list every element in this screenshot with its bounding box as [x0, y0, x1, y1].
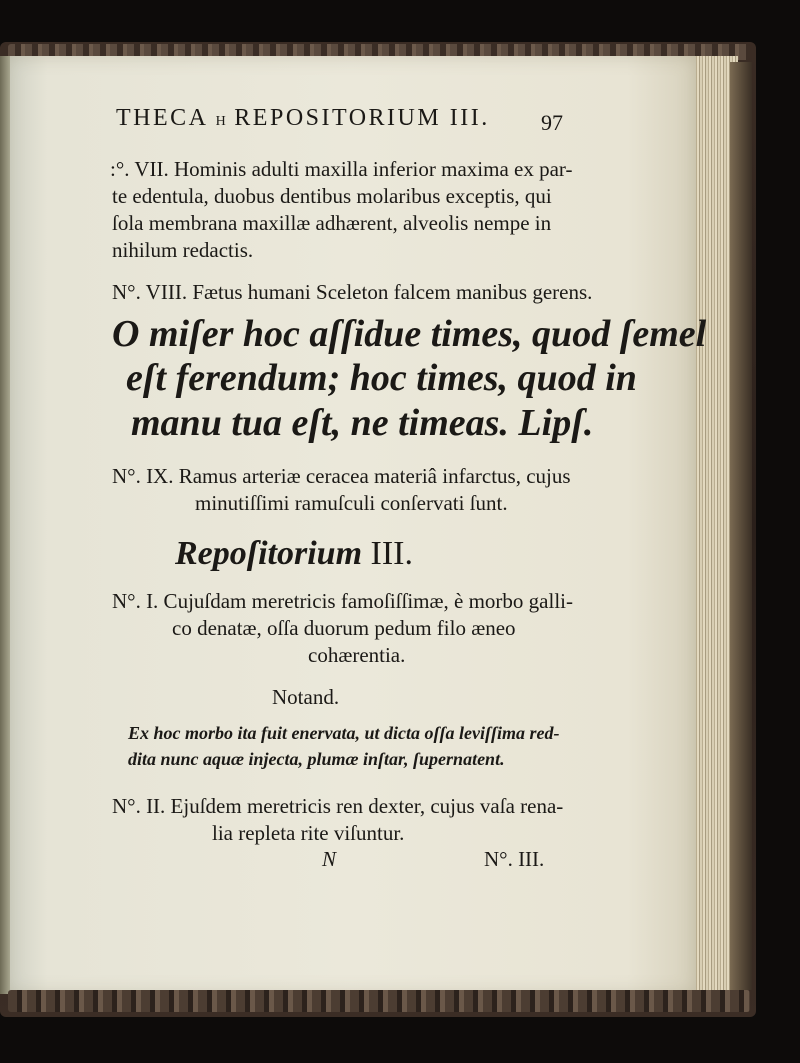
entry-ix-line-1: N°. IX. Ramus arteriæ ceracea materiâ infarctus, cujus: [112, 464, 571, 488]
motto-line-1: O miſer hoc aſſidue times, quod ſemel: [112, 313, 707, 355]
page-edges-shade: [730, 62, 752, 990]
entry-vii-line-4: nihilum redactis.: [112, 238, 254, 262]
left-page-edge: [0, 56, 10, 994]
cover-bottom-band: [8, 990, 750, 1012]
note-line-2: dita nunc aquæ injecta, plumæ inſtar, ſupernatent.: [128, 749, 505, 769]
entry-viii: N°. VIII. Fætus humani Sceleton falcem manibus gerens.: [112, 280, 593, 304]
entry-vii-line-2: te edentula, duobus dentibus molaribus exceptis, qui: [112, 184, 552, 208]
section-entry-i-line-3: cohærentia.: [308, 643, 406, 667]
section-title-numeral: III.: [370, 535, 413, 572]
section-entry-ii-line-2: lia repleta rite viſuntur.: [212, 821, 405, 845]
notand-heading: Notand.: [272, 685, 340, 709]
running-head: [116, 105, 490, 132]
section-title-word: Repoſitorium: [175, 535, 363, 572]
entry-vii-line-3: ſola membrana maxillæ adhærent, alveolis nempe in: [112, 211, 552, 235]
motto-line-3: manu tua eſt, ne timeas. Lipſ.: [131, 402, 594, 444]
motto-line-2: eſt ferendum; hoc times, quod in: [126, 357, 637, 399]
section-title: [175, 535, 413, 573]
entry-vii-line-1: :°. VII. Hominis adulti maxilla inferior maxima ex par-: [110, 157, 573, 181]
section-entry-i-line-1: N°. I. Cujuſdam meretricis famoſiſſimæ, è morbo galli-: [112, 589, 573, 613]
entry-ix-line-2: minutiſſimi ramuſculi conſervati ſunt.: [195, 491, 508, 515]
note-line-1: Ex hoc morbo ita fuit enervata, ut dicta oſſa leviſſima red-: [128, 723, 560, 743]
section-entry-i-line-2: co denatæ, oſſa duorum pedum filo æneo: [172, 616, 516, 640]
section-entry-ii-line-1: N°. II. Ejuſdem meretricis ren dexter, cujus vaſa rena-: [112, 794, 564, 818]
running-head-conjunction: H: [215, 114, 226, 129]
running-head-repository: REPOSITORIUM III.: [234, 105, 490, 131]
page-number: 97: [541, 110, 563, 135]
running-head-theca: THECA: [116, 105, 208, 131]
signature-mark: N: [322, 847, 337, 871]
catchword: N°. III.: [484, 847, 545, 871]
